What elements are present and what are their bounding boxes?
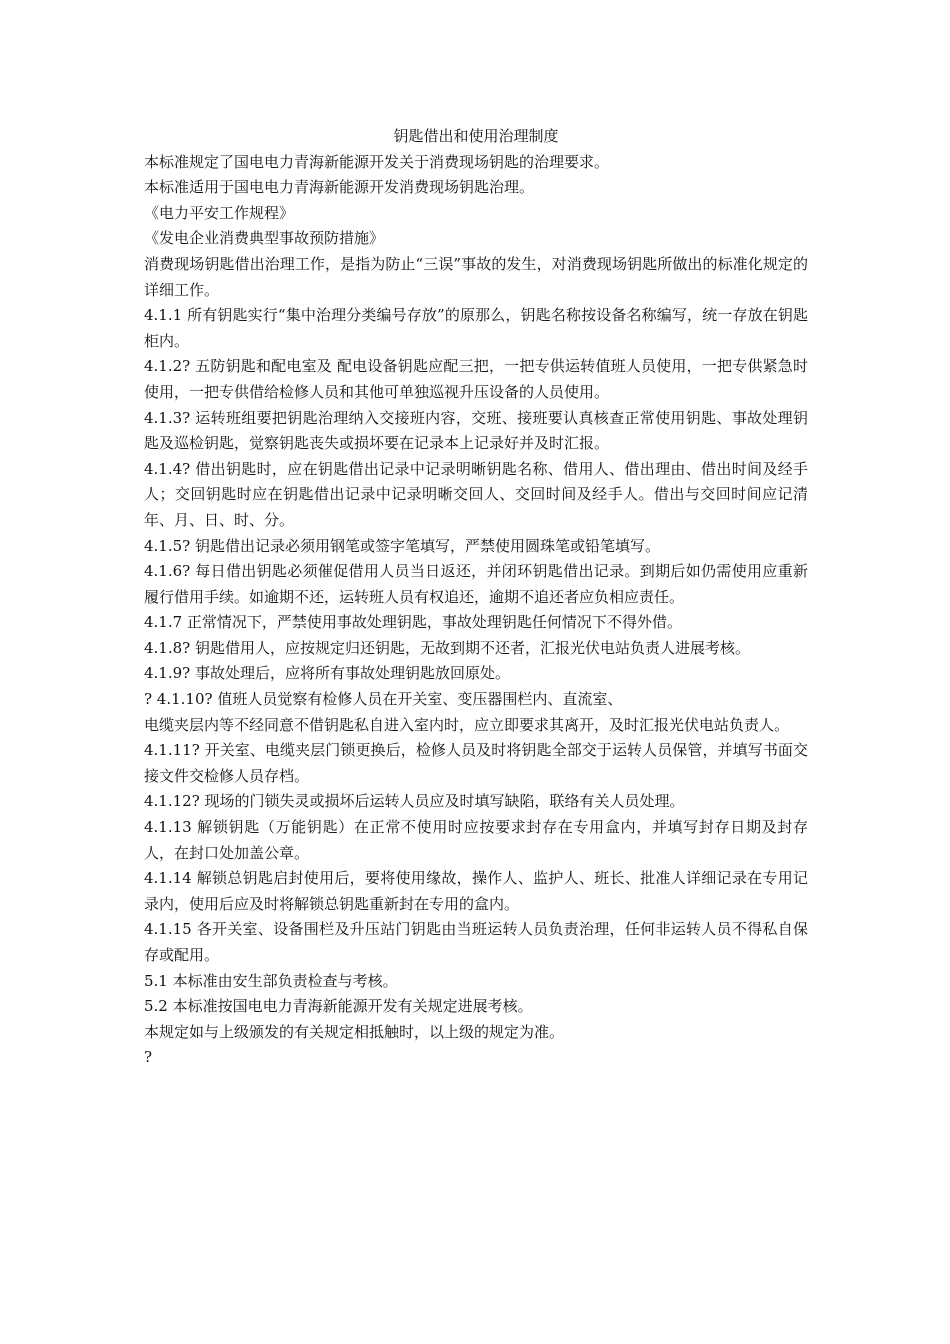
paragraph-4-1-5: 4.1.5? 钥匙借出记录必须用钢笔或签字笔填写，严禁使用圆珠笔或铅笔填写。 — [144, 536, 660, 555]
paragraph-applicability: 本标准适用于国电电力青海新能源开发消费现场钥匙治理。 — [144, 178, 535, 197]
paragraph-4-1-1: 4.1.1 所有钥匙实行“集中治理分类编号存放”的原那么，钥匙名称按设备名称编写，统一存放在钥匙柜内。 — [144, 306, 808, 350]
paragraph-final-provision: 本规定如与上级颁发的有关规定相抵触时，以上级的规定为准。 — [144, 1022, 565, 1041]
paragraph-reference-1: 《电力平安工作规程》 — [144, 203, 295, 222]
paragraph-4-1-8: 4.1.8? 钥匙借用人，应按规定归还钥匙，无故到期不还者，汇报光伏电站负责人进展考核。 — [144, 638, 750, 657]
paragraph-scope: 本标准规定了国电电力青海新能源开发关于消费现场钥匙的治理要求。 — [144, 152, 610, 171]
document-title: 钥匙借出和使用治理制度 — [393, 127, 559, 145]
paragraph-reference-2: 《发电企业消费典型事故预防措施》 — [144, 229, 385, 248]
paragraph-trailing-mark: ? — [144, 1048, 153, 1067]
paragraph-4-1-13: 4.1.13 解锁钥匙（万能钥匙）在正常不使用时应按要求封存在专用盒内，并填写封存日期及封存人，在封口处加盖公章。 — [144, 818, 808, 862]
document-body — [144, 124, 808, 1071]
paragraph-4-1-10: ? 4.1.10? 值班人员觉察有检修人员在开关室、变压器围栏内、直流室、 — [144, 690, 623, 709]
paragraph-5-2: 5.2 本标准按国电电力青海新能源开发有关规定进展考核。 — [144, 997, 533, 1016]
paragraph-5-1: 5.1 本标准由安生部负责检查与考核。 — [144, 971, 398, 990]
paragraph-4-1-10-continued: 电缆夹层内等不经同意不借钥匙私自进入室内时，应立即要求其离开，及时汇报光伏电站负责人。 — [144, 715, 790, 734]
paragraph-definition: 消费现场钥匙借出治理工作，是指为防止“三误”事故的发生，对消费现场钥匙所做出的标准化规定的详细工作。 — [144, 254, 808, 299]
paragraph-4-1-7: 4.1.7 正常情况下，严禁使用事故处理钥匙，事故处理钥匙任何情况下不得外借。 — [144, 613, 682, 632]
paragraph-4-1-3: 4.1.3? 运转班组要把钥匙治理纳入交接班内容，交班、接班要认真核查正常使用钥匙、事故处理钥匙及巡检钥匙，觉察钥匙丧失或损坏要在记录本上记录好并及时汇报。 — [144, 408, 808, 453]
paragraph-4-1-15: 4.1.15 各开关室、设备围栏及升压站门钥匙由当班运转人员负责治理，任何非运转人员不得私自保存或配用。 — [144, 920, 808, 964]
paragraph-4-1-12: 4.1.12? 现场的门锁失灵或损坏后运转人员应及时填写缺陷，联络有关人员处理。 — [144, 792, 685, 811]
paragraph-4-1-2: 4.1.2? 五防钥匙和配电室及 配电设备钥匙应配三把，一把专供运转值班人员使用，一把专供紧急时使用，一把专供借给检修人员和其他可单独巡视升压设备的人员使用。 — [144, 357, 808, 401]
paragraph-4-1-11: 4.1.11? 开关室、电缆夹层门锁更换后，检修人员及时将钥匙全部交于运转人员保管，并填写书面交接文件交检修人员存档。 — [144, 741, 808, 785]
paragraph-4-1-9: 4.1.9? 事故处理后，应将所有事故处理钥匙放回原处。 — [144, 664, 510, 683]
paragraph-4-1-4: 4.1.4? 借出钥匙时，应在钥匙借出记录中记录明晰钥匙名称、借用人、借出理由、借出时间及经手人；交回钥匙时应在钥匙借出记录中记录明晰交回人、交回时间及经手人。借出与交回时间应记清年、月、日、时、分。 — [144, 459, 808, 529]
paragraph-4-1-6: 4.1.6? 每日借出钥匙必须催促借用人员当日返还，并闭环钥匙借出记录。到期后如仍需使用应重新履行借用手续。如逾期不还，运转班人员有权追还，逾期不追还者应负相应责任。 — [144, 562, 808, 606]
paragraph-4-1-14: 4.1.14 解锁总钥匙启封使用后，要将使用缘故，操作人、监护人、班长、批准人详细记录在专用记录内，使用后应及时将解锁总钥匙重新封在专用的盒内。 — [144, 869, 808, 913]
